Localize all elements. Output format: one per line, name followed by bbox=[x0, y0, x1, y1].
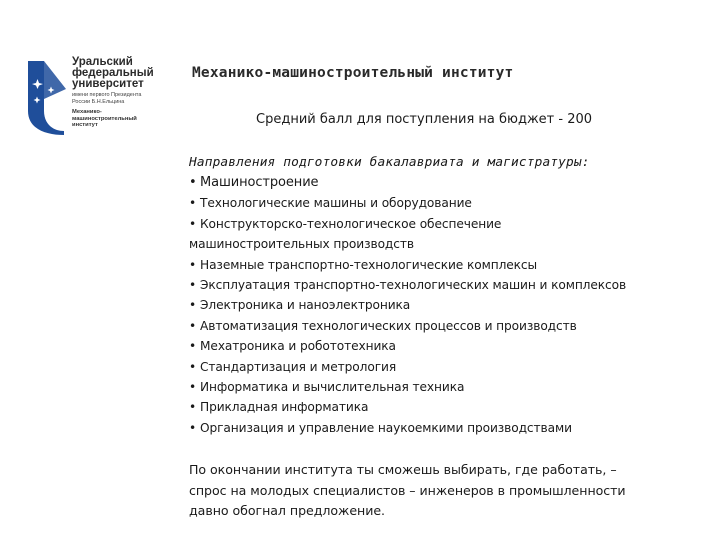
list-item bbox=[189, 357, 709, 377]
bullet-icon: • bbox=[189, 196, 197, 211]
list-item-label: Электроника и наноэлектроника bbox=[200, 298, 411, 313]
list-item-label: Мехатроника и робототехника bbox=[200, 339, 396, 354]
list-item bbox=[189, 193, 709, 213]
list-item bbox=[189, 234, 709, 254]
footer-line: давно обогнал предложение. bbox=[189, 503, 385, 518]
bullet-icon: • bbox=[189, 400, 197, 415]
footer-line: спрос на молодых специалистов – инженеров в промышленности bbox=[189, 482, 626, 498]
budget-score-text: Средний балл для поступления на бюджет - 200 bbox=[256, 112, 593, 127]
bullet-icon: • bbox=[189, 380, 197, 395]
bullet-icon: • bbox=[189, 318, 197, 333]
list-item-label: Организация и управление наукоемкими производствами bbox=[200, 420, 572, 435]
list-item-label: Стандартизация и метрология bbox=[200, 359, 397, 374]
urfu-logo bbox=[22, 55, 172, 150]
list-item-label: Информатика и вычислительная техника bbox=[200, 380, 465, 395]
list-item-label: Прикладная информатика bbox=[200, 400, 369, 415]
list-item bbox=[189, 275, 709, 295]
urfu-emblem-icon bbox=[22, 59, 72, 137]
list-item bbox=[189, 397, 709, 417]
bullet-icon: • bbox=[189, 298, 197, 313]
list-item bbox=[189, 316, 709, 336]
logo-institute-name: Механико- машиностроительный институт bbox=[72, 109, 137, 128]
list-item bbox=[189, 173, 709, 193]
bullet-icon: • bbox=[189, 175, 197, 190]
footer-line: По окончании института ты сможешь выбирать, где работать, – bbox=[189, 462, 617, 477]
list-item bbox=[189, 336, 709, 356]
list-item bbox=[189, 255, 709, 275]
list-item bbox=[189, 214, 709, 234]
page-title: Механико-машиностроительный институт bbox=[192, 65, 514, 81]
list-item-label: Автоматизация технологических процессов и производств bbox=[200, 318, 577, 333]
logo-subtitle: имени первого Президента России Б.Н.Ельцина bbox=[72, 92, 142, 105]
bullet-icon: • bbox=[189, 420, 197, 435]
list-item bbox=[189, 418, 709, 438]
directions-heading: Направления подготовки бакалавриата и магистратуры: bbox=[189, 155, 590, 170]
logo-university-name: Уральский федеральный университет bbox=[72, 56, 154, 90]
bullet-icon: • bbox=[189, 339, 197, 354]
directions-list bbox=[189, 173, 709, 438]
list-item bbox=[189, 377, 709, 397]
list-item-label: Наземные транспортно-технологические комплексы bbox=[200, 257, 538, 272]
bullet-icon: • bbox=[189, 278, 197, 293]
bullet-icon: • bbox=[189, 359, 197, 374]
list-item-label: Эксплуатация транспортно-технологических машин и комплексов bbox=[200, 278, 627, 293]
bullet-icon: • bbox=[189, 257, 197, 272]
bullet-icon: • bbox=[189, 216, 197, 231]
list-item bbox=[189, 295, 709, 315]
footer-paragraph bbox=[189, 460, 699, 522]
list-item-label: машиностроительных производств bbox=[189, 237, 414, 252]
list-item-label: Конструкторско-технологическое обеспечение bbox=[200, 216, 502, 231]
list-item-label: Машиностроение bbox=[200, 175, 319, 190]
list-item-label: Технологические машины и оборудование bbox=[200, 196, 472, 211]
